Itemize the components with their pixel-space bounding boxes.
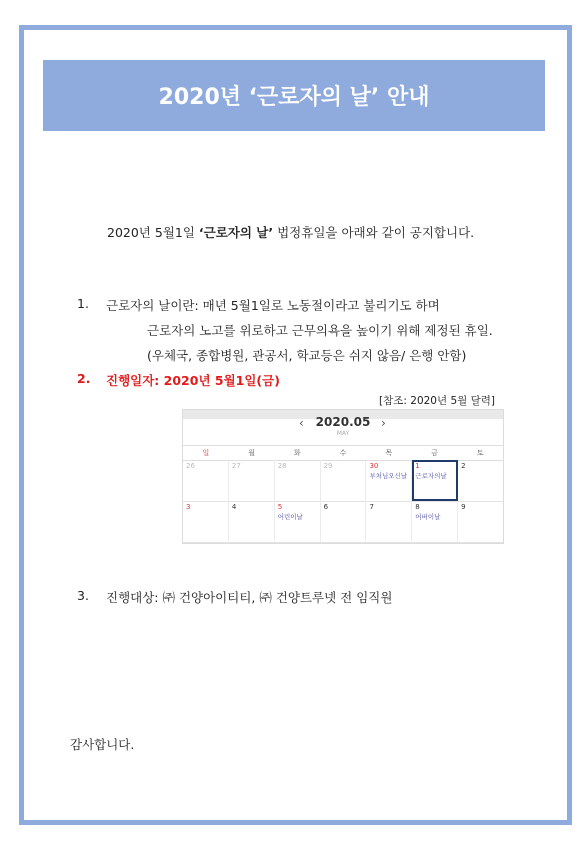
day-number: 27: [231, 462, 241, 470]
day-number: 26: [186, 462, 195, 470]
day-number: 30: [369, 462, 379, 470]
calendar-day: [458, 501, 503, 542]
calendar-month-label: 2020.05: [315, 415, 371, 429]
calendar-prev-icon: ‹: [299, 416, 304, 430]
calendar-day: [366, 501, 412, 542]
intro-bold: ‘근로자의 날’: [198, 225, 274, 240]
item-1-number: 1.: [77, 296, 89, 311]
calendar-day: [321, 501, 367, 542]
calendar-day: [275, 501, 321, 542]
day-number: 1: [415, 462, 420, 470]
calendar-image: [182, 409, 504, 544]
item-2-text: 진행일자: 2020년 5월1일(금): [106, 373, 280, 388]
intro-line: [107, 223, 474, 241]
item-1-sub1: 근로자의 노고를 위로하고 근무의욕을 높이기 위해 제정된 휴일.: [147, 323, 493, 338]
item-2-number: 2.: [77, 371, 91, 386]
day-number: 29: [323, 462, 333, 470]
day-number: 8: [415, 503, 420, 511]
calendar-day: [412, 501, 458, 542]
calendar-day: [275, 460, 321, 501]
weekday: 화: [293, 449, 301, 457]
calendar-day: [458, 460, 503, 501]
day-number: 7: [369, 503, 374, 511]
calendar-week: [183, 501, 503, 543]
calendar-day: [183, 460, 229, 501]
calendar-weekdays: [183, 445, 503, 461]
intro-after: 법정휴일을 아래와 같이 공지합니다.: [273, 225, 475, 240]
day-number: 9: [461, 503, 466, 511]
calendar-day: [183, 501, 229, 542]
closing-text: 감사합니다.: [70, 737, 135, 752]
calendar-day: [366, 460, 412, 501]
item-3-number: 3.: [77, 588, 89, 603]
day-number: 28: [277, 462, 287, 470]
weekday: 월: [248, 449, 255, 457]
day-number: 6: [323, 503, 329, 511]
calendar-next-icon: ›: [381, 416, 386, 430]
day-event: 어린이날: [277, 513, 303, 521]
day-event: 부처님오신날: [369, 472, 408, 480]
weekday: 토: [476, 449, 484, 457]
weekday: 수: [339, 449, 347, 457]
item-3-text: 진행대상: ㈜ 건양아이티티, ㈜ 건양트루넷 전 임직원: [106, 590, 393, 605]
calendar-day: [321, 460, 367, 501]
calendar-month-sub: MAY: [336, 430, 350, 437]
weekday: 일: [202, 449, 210, 457]
item-1-text: 근로자의 날이란: 매년 5월1일로 노동절이라고 불리기도 하며: [106, 298, 440, 313]
reference-note: [참조: 2020년 5월 달력]: [379, 395, 496, 407]
calendar-day: [229, 460, 275, 501]
weekday: 목: [385, 449, 393, 457]
weekday: 금: [431, 449, 438, 457]
page-title: 2020년 ‘근로자의 날’ 안내: [43, 60, 545, 131]
calendar-day: [229, 501, 275, 542]
day-event: 어버이날: [415, 513, 441, 521]
calendar-day-highlighted: [412, 460, 458, 501]
calendar-month: [183, 415, 503, 437]
calendar-week: [183, 460, 503, 502]
item-1-sub2: (우체국, 종합병원, 관공서, 학교등은 쉬지 않음/ 은행 안함): [147, 348, 467, 363]
intro-before: 2020년 5월1일: [107, 225, 199, 240]
day-number: 2: [461, 462, 466, 470]
day-number: 5: [277, 503, 283, 511]
day-number: 3: [186, 503, 191, 511]
day-number: 4: [231, 503, 237, 511]
day-event: 근로자의날: [415, 472, 447, 480]
